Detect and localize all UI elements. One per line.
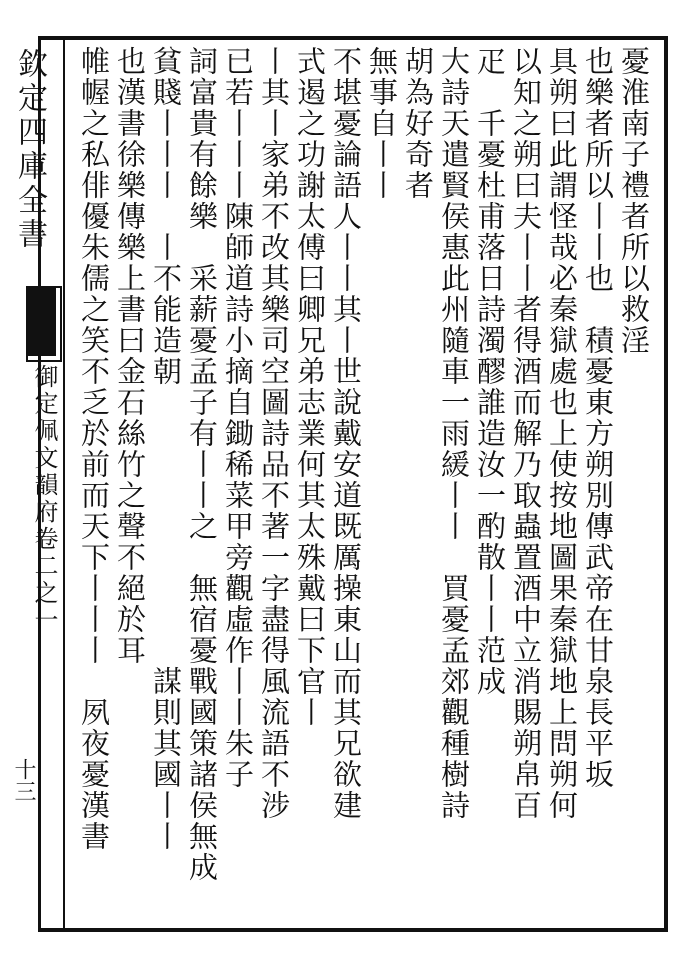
margin-subtitle: 御定佩文韻府卷二之一 — [30, 364, 58, 634]
text-column: 丨其丨家弟不改其樂司空圖詩品不著一字盡得風流語不涉 — [257, 46, 291, 821]
text-column: 憂淮南子禮者所以救淫 — [617, 46, 651, 356]
text-column: 以知之朔曰夫丨丨者得酒而解乃取蟲置酒中立消賜朔帛百 — [509, 46, 543, 821]
text-column: 也漢書徐樂傳樂上書曰金石絲竹之聲不絕於耳 — [113, 46, 147, 666]
text-column: 詞富貴有餘樂 采薪憂孟子有丨丨之 無宿憂戰國策諸侯無成 — [185, 46, 219, 883]
frame-top-rule — [38, 36, 668, 40]
text-column: 疋 千憂杜甫落日詩濁醪誰造汝一酌散丨丨范成 — [473, 46, 507, 697]
text-column: 具朔曰此謂怪哉必秦獄處也上使按地圖果秦獄地上問朔何 — [545, 46, 579, 821]
text-column: 式遏之功謝太傅曰卿兄弟志業何其太殊戴曰下官丨 — [293, 46, 327, 728]
fishtail-mark-icon — [28, 288, 56, 356]
text-column: 不堪憂論語人丨丨其丨世說戴安道既厲操東山而其兄欲建 — [329, 46, 363, 821]
frame-right-rule — [664, 36, 668, 932]
text-column: 大詩天遣賢侯惠此州隨車一雨緩丨丨 買憂孟郊觀種樹詩 — [437, 46, 471, 821]
text-column: 貧賤丨丨丨 丨不能造朝 謀則其國丨丨 — [149, 46, 183, 852]
text-column: 也樂者所以丨丨也 積憂東方朔別傳武帝在甘泉長平坂 — [581, 46, 615, 790]
frame-bottom-rule — [38, 928, 668, 932]
text-column: 已若丨丨丨陳師道詩小摘自鋤稀菜甲旁觀虛作丨丨朱子 — [221, 46, 255, 790]
margin-page-number: 十三 — [11, 758, 36, 802]
text-column: 胡為好奇者 — [401, 46, 435, 201]
margin-right-rule — [63, 36, 65, 932]
text-column: 無事自丨丨 — [365, 46, 399, 201]
text-column: 帷幄之私俳優朱儒之笑不乏於前而天下丨丨丨 夙夜憂漢書 — [77, 46, 111, 852]
margin-title: 欽定四庫全書 — [12, 48, 47, 252]
